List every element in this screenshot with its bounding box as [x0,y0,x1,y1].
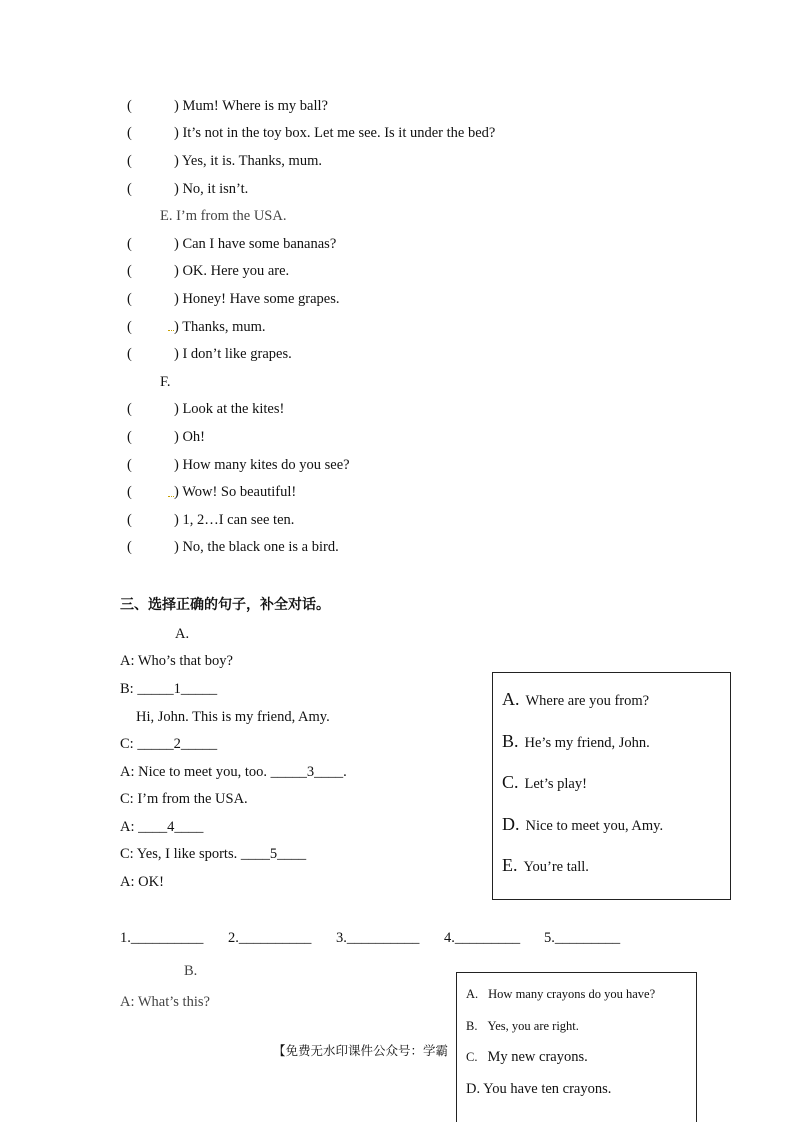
part-b-label: B. [184,963,198,979]
answer-paren[interactable]: ( [127,512,132,528]
answer-paren[interactable]: ( [127,401,132,417]
option-text: My new crayons. [487,1049,588,1065]
option-item [502,689,649,710]
answer-paren[interactable]: ( [127,236,132,252]
dialogue-text: ) Wow! So beautiful! [174,484,297,500]
option-text: You’re tall. [523,859,589,875]
dialogue-line [127,428,205,446]
dialogue-text: ) Can I have some bananas? [174,236,337,252]
edit-mark [168,494,174,497]
option-text: Nice to meet you, Amy. [525,818,664,834]
dialogue-line [127,538,339,556]
dialogue-line [127,483,296,501]
option-letter: D. [502,814,520,834]
dialogue-text: C: I’m from the USA. [120,791,248,807]
dialogue-text: ) No, it isn’t. [174,181,249,197]
dialogue-text: ) OK. Here you are. [174,263,290,279]
dialogue-line [127,262,289,280]
option-letter: A. [502,689,520,709]
dialogue-text: A: What’s this? [120,994,210,1010]
dialogue-line [127,400,284,418]
dialogue-text: ) Honey! Have some grapes. [174,291,340,307]
option-letter: B. [466,1019,478,1033]
dialogue-text[interactable]: B: _____1_____ [120,681,218,697]
dialogue-line [127,124,495,142]
option-item [502,855,589,876]
option-letter: A. [466,987,479,1001]
dialogue-text[interactable]: A: ____4____ [120,819,204,835]
edit-mark [168,328,174,331]
dialogue-line [127,97,328,115]
section-heading: 三、选择正确的句子，补全对话。 [120,597,330,613]
answer-blank[interactable]: 2.__________ [228,930,312,946]
section-e-label: E. I’m from the USA. [160,208,287,224]
footer-watermark-text: 【免费无水印课件公众号：学霸 [273,1043,449,1058]
answer-paren[interactable]: ( [127,484,132,500]
answer-paren[interactable]: ( [127,153,132,169]
dialogue-line [127,318,266,336]
part-a-label: A. [175,626,190,642]
option-text: Let’s play! [524,776,587,792]
dialogue-text: ) No, the black one is a bird. [174,539,339,555]
option-item [466,1049,588,1066]
dialogue-text[interactable]: C: _____2_____ [120,736,218,752]
dialogue-text: Hi, John. This is my friend, Amy. [136,709,330,725]
option-letter: C. [466,1050,478,1064]
answer-paren[interactable]: ( [127,98,132,114]
dialogue-text: ) Mum! Where is my ball? [174,98,328,114]
dialogue-text: ) Oh! [174,429,206,445]
option-text: He’s my friend, John. [524,735,650,751]
options-box-b [456,972,697,1122]
option-item [466,1019,579,1034]
option-text: D. You have ten crayons. [466,1081,612,1097]
option-item [466,987,655,1002]
dialogue-text: ) Look at the kites! [174,401,285,417]
option-letter: B. [502,731,519,751]
dialogue-text: ) 1, 2…I can see ten. [174,512,295,528]
answer-paren[interactable]: ( [127,319,132,335]
option-text: Yes, you are right. [487,1019,579,1033]
dialogue-line [127,152,322,170]
dialogue-line [127,235,336,253]
answer-paren[interactable]: ( [127,181,132,197]
answer-paren[interactable]: ( [127,539,132,555]
option-item [466,1081,611,1098]
answer-paren[interactable]: ( [127,291,132,307]
dialogue-text[interactable]: C: Yes, I like sports. ____5____ [120,846,307,862]
option-item [502,814,663,835]
answer-paren[interactable]: ( [127,346,132,362]
dialogue-line [127,511,294,529]
option-letter: E. [502,855,518,875]
answer-paren[interactable]: ( [127,429,132,445]
dialogue-text[interactable]: A: Nice to meet you, too. _____3____. [120,764,347,780]
answer-blank[interactable]: 3.__________ [336,930,420,946]
dialogue-text: A: OK! [120,874,164,890]
option-item [502,772,587,793]
dialogue-text: ) Thanks, mum. [174,319,266,335]
dialogue-text: ) How many kites do you see? [174,457,350,473]
answer-paren[interactable]: ( [127,125,132,141]
dialogue-line [127,345,292,363]
answer-blank[interactable]: 5._________ [544,930,621,946]
dialogue-line [127,456,350,474]
dialogue-text: ) Yes, it is. Thanks, mum. [174,153,322,169]
dialogue-line [127,180,248,198]
answer-paren[interactable]: ( [127,263,132,279]
dialogue-text: ) It’s not in the toy box. Let me see. Is it under the bed? [174,125,496,141]
option-text: How many crayons do you have? [488,987,656,1001]
dialogue-text: ) I don’t like grapes. [174,346,292,362]
answer-paren[interactable]: ( [127,457,132,473]
dialogue-line [127,290,339,308]
answer-blank[interactable]: 4._________ [444,930,521,946]
answer-blank[interactable]: 1.__________ [120,930,204,946]
option-text: Where are you from? [525,693,650,709]
option-letter: C. [502,772,519,792]
option-item [502,731,650,752]
section-f-label: F. [160,374,171,390]
dialogue-text: A: Who’s that boy? [120,653,233,669]
options-box-a [492,672,731,900]
